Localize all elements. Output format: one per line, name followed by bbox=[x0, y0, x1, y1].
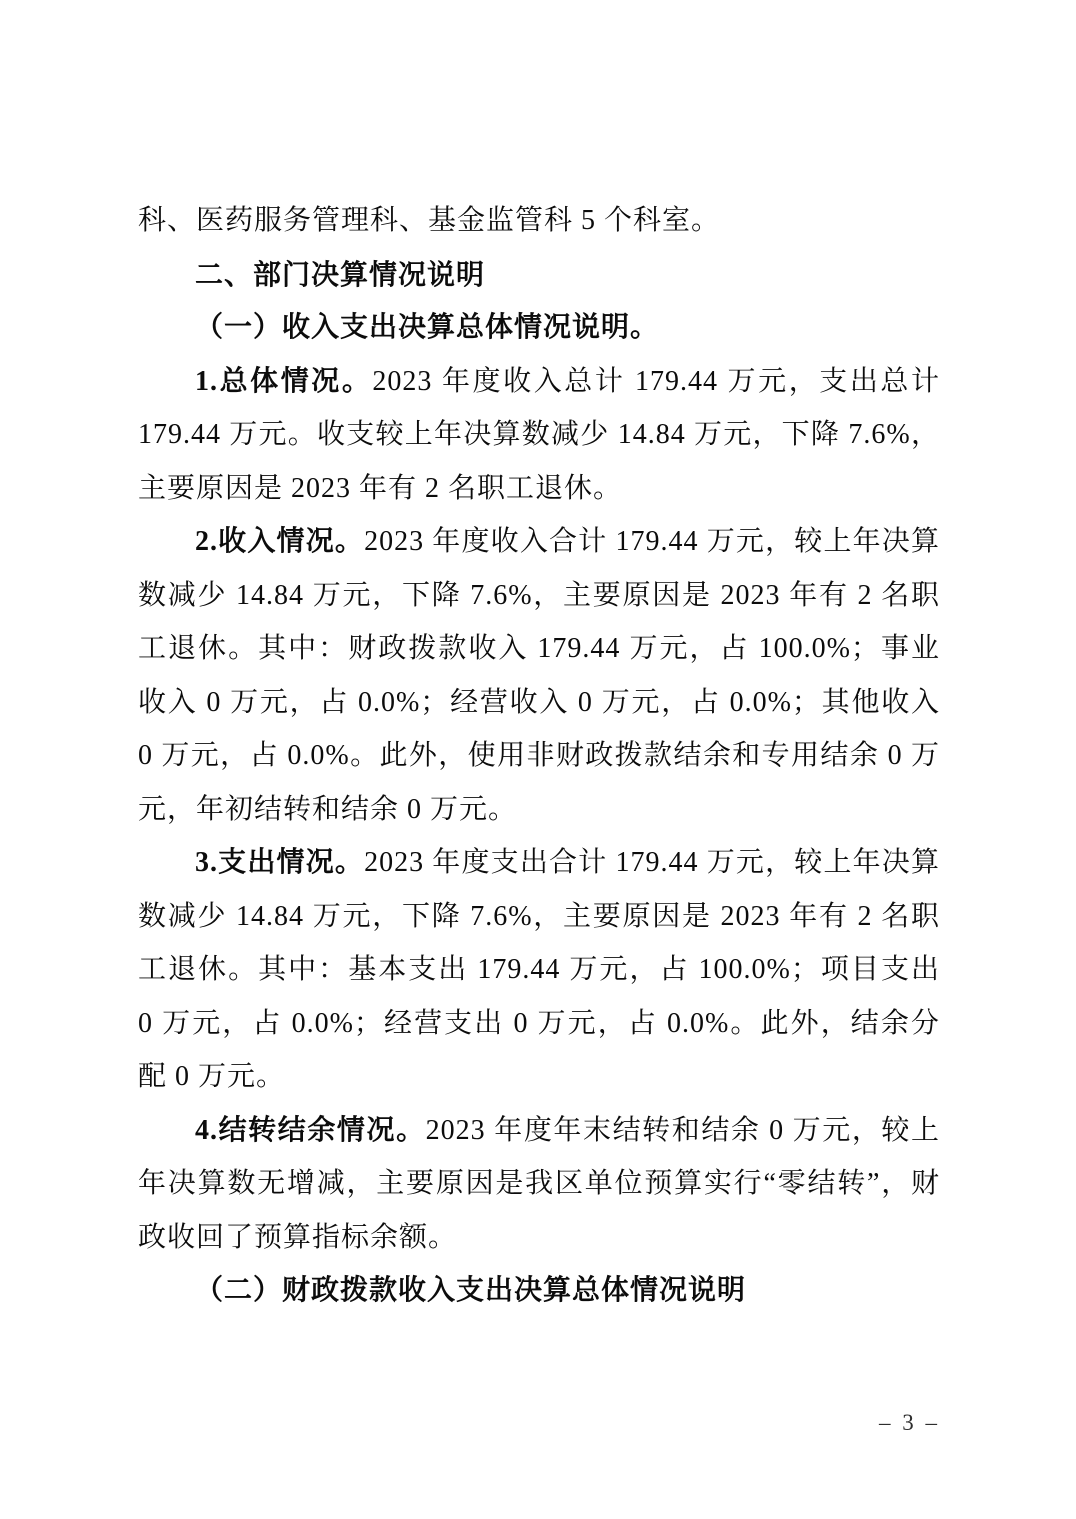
paragraph-income-lead: 2.收入情况。 bbox=[195, 526, 365, 557]
paragraph-carryover-situation bbox=[138, 1104, 940, 1265]
paragraph-income-text: 2023 年度收入合计 179.44 万元，较上年决算数减少 14.84 万元，下降 7.6%，主要原因是 2023 年有 2 名职工退休。其中：财政拨款收入 179.44 万元，占 100.0%；事业收入 0 万元，占 0.0%；经营收入 0 万元，占 0.0%；其他收入 0 万元，占 0.0%。此外，使用非财政拨款结余和专用结余 0 万元，年初结转和结余 0 万元。 bbox=[138, 526, 940, 825]
paragraph-overall-lead: 1.总体情况。 bbox=[195, 365, 373, 397]
paragraph-overall-text: 2023 年度收入总计 179.44 万元，支出总计 179.44 万元。收支较上年决算数减少 14.84 万元，下降 7.6%，主要原因是 2023 年有 2 名职工退休。 bbox=[138, 365, 940, 504]
page-number: – 3 – bbox=[879, 1410, 940, 1435]
subsection-heading-fiscal-appropriation: （二）财政拨款收入支出决算总体情况说明 bbox=[195, 1275, 747, 1306]
paragraph-expenditure-lead: 3.支出情况。 bbox=[195, 847, 365, 878]
document-body bbox=[138, 194, 940, 1318]
subsection-heading-income-expenditure: （一）收入支出决算总体情况说明。 bbox=[195, 312, 660, 343]
paragraph-expenditure-situation bbox=[138, 836, 940, 1104]
paragraph-income-situation bbox=[138, 515, 940, 836]
paragraph-expenditure-text: 2023 年度支出合计 179.44 万元，较上年决算数减少 14.84 万元，下降 7.6%，主要原因是 2023 年有 2 名职工退休。其中：基本支出 179.44 万元，占 100.0%；项目支出 0 万元，占 0.0%；经营支出 0 万元，占 0.0%。此外，结余分配 0 万元。 bbox=[138, 847, 940, 1092]
continuation-line: 科、医药服务管理科、基金监管科 5 个科室。 bbox=[138, 205, 721, 236]
section-heading: 二、部门决算情况说明 bbox=[195, 258, 486, 290]
paragraph-overall-situation bbox=[138, 355, 940, 516]
paragraph-carryover-text: 2023 年度年末结转和结余 0 万元，较上年决算数无增减，主要原因是我区单位预算实行“零结转”，财政收回了预算指标余额。 bbox=[138, 1114, 940, 1253]
paragraph-carryover-lead: 4.结转结余情况。 bbox=[195, 1114, 426, 1146]
